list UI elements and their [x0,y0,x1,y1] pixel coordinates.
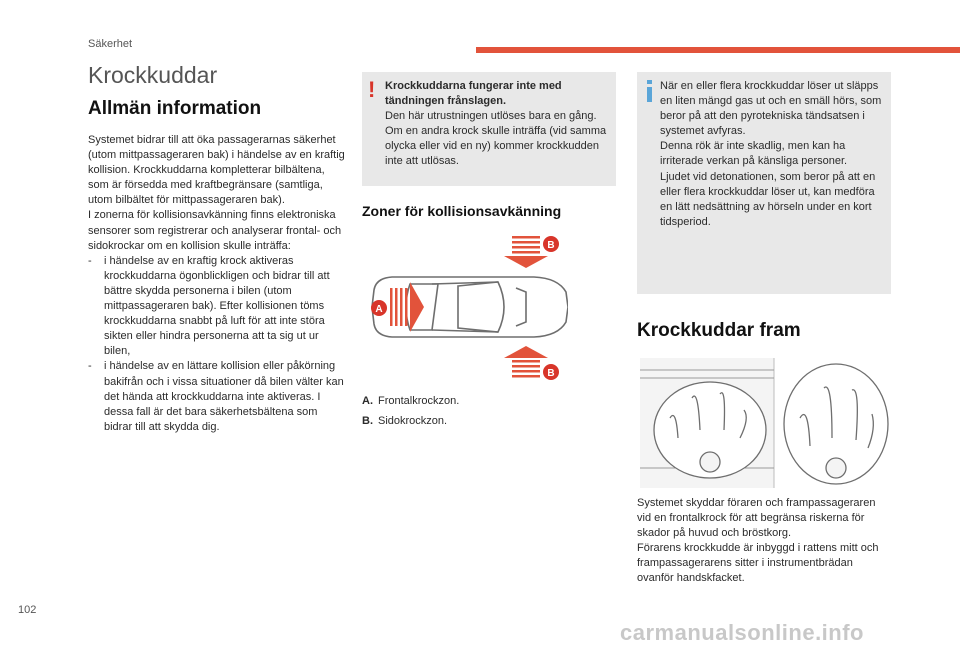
legend-item: A. Frontalkrockzon. [362,395,460,407]
warning-body: Den här utrustningen utlöses bara en gång. Om en andra krock skulle inträffa (vid samma olycka eller vid en ny) kommer krockkudden inte att utlösas. [385,110,607,168]
legend-item: B. Sidokrockzon. [362,415,448,428]
collision-zones-diagram [368,232,568,382]
page-number: 102 [18,604,37,616]
zone-b-label: B [547,240,555,251]
zones-heading: Zoner för kollisionsavkänning [362,203,562,219]
list-item-text: i händelse av en kraftig krock aktiveras krockkuddarna ögonblickligen och bidrar till att bättre skydda personerna i bilen (utom mittpassageraren bak). Efter kollisionen töms krockkuddarna snabbt på luft för att inte störa sikten eller hindra personerna att ta sig ut ur bilen, [104,254,330,358]
zone-a-badge [371,300,387,316]
warning-text [385,79,610,170]
front-para-2: Förarens krockkudde är inbyggd i rattens mitt och frampassagerarens sitter i instrumentbrädan ovanför handskfacket. [637,542,879,585]
list-item [88,359,346,434]
side-impact-arrow-top [504,236,548,268]
general-text [88,133,346,435]
general-para-2: I zonerna för kollisionsavkänning finns elektroniska sensorer som registrerar och analyserar frontal- och sidokrockar om en kollision skulle inträffa: [88,209,342,252]
side-impact-arrow-bottom [504,346,548,378]
watermark: carmanualsonline.info [620,620,864,645]
front-impact-arrow [390,282,424,332]
zone-b-label: B [547,368,555,379]
list-dash: - [88,360,92,373]
list-item-text: i händelse av en lättare kollision eller påkörning bakifrån och i vissa situationer då bilen välter kan det hända att krockkuddarna inte aktiveras. I dessa fall är det bara säkerhetsbältena som bidrar till att skydda dig. [104,360,344,433]
front-airbags-heading: Krockkuddar fram [637,320,801,341]
warning-icon: ! [368,77,376,102]
general-heading: Allmän information [88,98,262,119]
info-icon [644,80,656,102]
zones-legend [362,394,612,434]
passenger-airbag [784,364,888,484]
info-para-1: När en eller flera krockkuddar löser ut släpps en liten mängd gas ut och en smäll hörs, som beror på att den pyrotekniska tändsatsen i systemet avfyras. [660,80,882,138]
header-accent-bar [476,47,960,53]
list-item [88,254,346,360]
page-title: Krockkuddar [88,62,218,88]
general-para-1: Systemet bidrar till att öka passagerarnas säkerhet (utom mittpassageraren bak) i händelse av en kraftig kollision. Krockkuddarna kompletterar bilbältena, som är försedda med kraftbegränsare (samtliga, utom bilbältet för mittpassageraren bak). [88,134,345,207]
info-para-2: Denna rök är inte skadlig, men kan ha irriterade verkan på känsliga personer. [660,140,848,168]
driver-airbag [654,382,766,478]
zone-a-label: A [375,304,383,315]
front-para-1: Systemet skyddar föraren och frampassageraren vid en frontalkrock för att begränsa riskerna för skador på huvud och bröstkorg. [637,497,876,540]
warning-bold: Krockkuddarna fungerar inte med tändningen frånslagen. [385,80,562,108]
info-para-3: Ljudet vid detonationen, som beror på att en eller flera krockkuddar löser ut, kan medföra en lätt nedsättning av hörseln under en kort tidsperiod. [660,170,876,228]
zone-b-badge-top [543,236,559,252]
info-text [660,79,885,230]
zone-b-badge-bottom [543,364,559,380]
front-airbags-text [637,496,892,587]
front-airbags-illustration [640,358,890,488]
list-dash: - [88,254,92,267]
section-label: Säkerhet [88,38,133,50]
